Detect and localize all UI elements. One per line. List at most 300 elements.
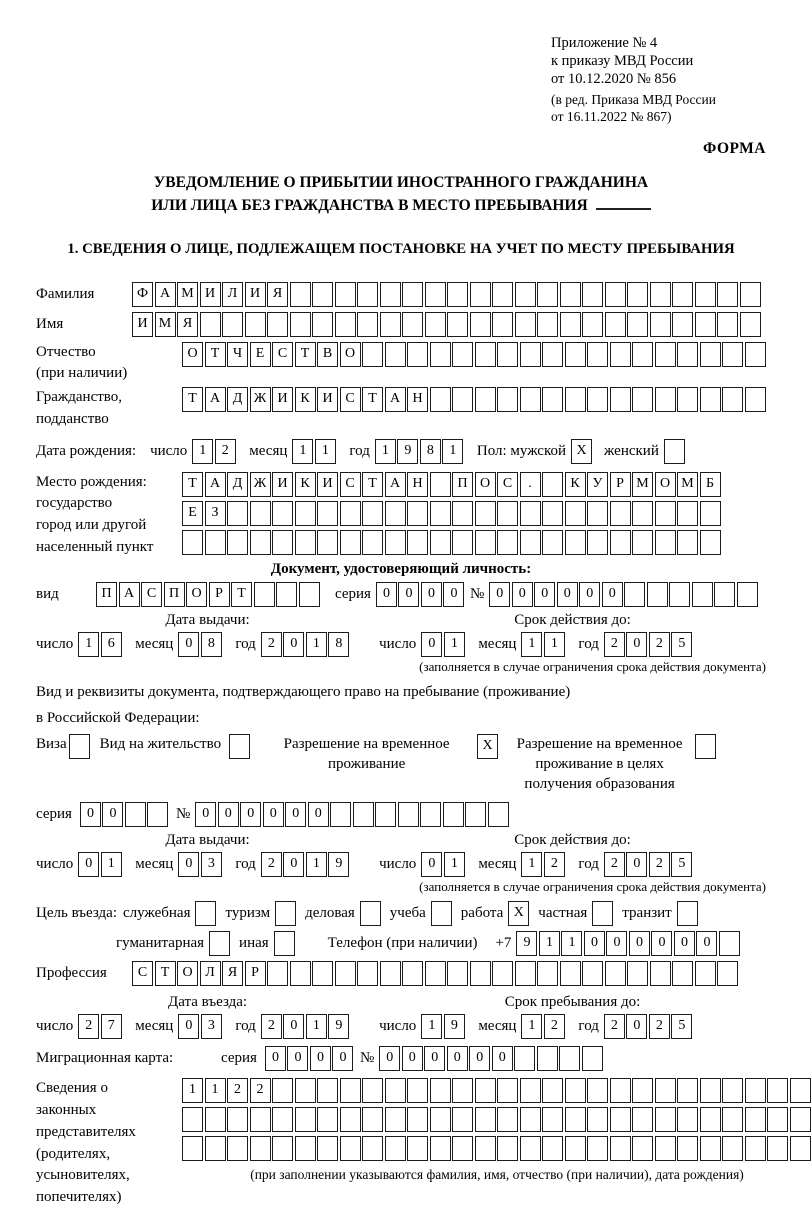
form-cell[interactable]: 0 bbox=[240, 802, 261, 827]
form-cell[interactable]: Т bbox=[182, 387, 203, 412]
form-cell[interactable]: 2 bbox=[261, 852, 282, 877]
form-cell[interactable] bbox=[452, 1107, 473, 1132]
form-cell[interactable] bbox=[537, 312, 558, 337]
form-cell[interactable] bbox=[627, 961, 648, 986]
form-cell[interactable] bbox=[719, 931, 740, 956]
form-cell[interactable] bbox=[420, 802, 441, 827]
form-cell[interactable]: 3 bbox=[201, 852, 222, 877]
form-cell[interactable] bbox=[385, 342, 406, 367]
form-cell[interactable] bbox=[632, 387, 653, 412]
form-cell[interactable]: 0 bbox=[443, 582, 464, 607]
form-cell[interactable]: 0 bbox=[602, 582, 623, 607]
form-cell[interactable]: Я bbox=[267, 282, 288, 307]
form-cell[interactable] bbox=[250, 1107, 271, 1132]
form-cell[interactable] bbox=[515, 312, 536, 337]
form-cell[interactable] bbox=[587, 501, 608, 526]
form-cell[interactable]: 0 bbox=[651, 931, 672, 956]
form-cell[interactable] bbox=[295, 1136, 316, 1161]
form-cell[interactable]: 0 bbox=[626, 852, 647, 877]
form-cell[interactable] bbox=[745, 1136, 766, 1161]
form-cell[interactable] bbox=[700, 530, 721, 555]
temp-residence-education-checkbox[interactable] bbox=[695, 734, 716, 759]
form-cell[interactable]: 1 bbox=[521, 1014, 542, 1039]
form-cell[interactable] bbox=[335, 961, 356, 986]
form-cell[interactable]: 0 bbox=[447, 1046, 468, 1071]
form-cell[interactable] bbox=[537, 1046, 558, 1071]
form-cell[interactable] bbox=[565, 501, 586, 526]
form-cell[interactable] bbox=[587, 342, 608, 367]
form-cell[interactable] bbox=[205, 1107, 226, 1132]
form-cell[interactable]: 0 bbox=[534, 582, 555, 607]
form-cell[interactable] bbox=[375, 802, 396, 827]
form-cell[interactable]: 0 bbox=[629, 931, 650, 956]
form-cell[interactable] bbox=[362, 501, 383, 526]
form-cell[interactable] bbox=[542, 1107, 563, 1132]
form-cell[interactable] bbox=[632, 530, 653, 555]
form-cell[interactable]: Т bbox=[155, 961, 176, 986]
form-cell[interactable]: Т bbox=[295, 342, 316, 367]
form-cell[interactable] bbox=[790, 1078, 811, 1103]
form-cell[interactable] bbox=[520, 1078, 541, 1103]
form-cell[interactable] bbox=[340, 501, 361, 526]
form-cell[interactable]: О bbox=[340, 342, 361, 367]
form-cell[interactable] bbox=[299, 582, 320, 607]
form-cell[interactable]: 0 bbox=[308, 802, 329, 827]
form-cell[interactable] bbox=[700, 387, 721, 412]
form-cell[interactable] bbox=[565, 1078, 586, 1103]
form-cell[interactable] bbox=[402, 312, 423, 337]
form-cell[interactable] bbox=[362, 1136, 383, 1161]
form-cell[interactable] bbox=[767, 1078, 788, 1103]
form-cell[interactable] bbox=[407, 1136, 428, 1161]
form-cell[interactable] bbox=[362, 1107, 383, 1132]
form-cell[interactable] bbox=[717, 282, 738, 307]
form-cell[interactable] bbox=[627, 282, 648, 307]
form-cell[interactable] bbox=[447, 282, 468, 307]
form-cell[interactable] bbox=[560, 312, 581, 337]
form-cell[interactable] bbox=[470, 312, 491, 337]
form-cell[interactable] bbox=[497, 342, 518, 367]
form-cell[interactable]: А bbox=[385, 387, 406, 412]
form-cell[interactable] bbox=[452, 1078, 473, 1103]
form-cell[interactable] bbox=[624, 582, 645, 607]
form-cell[interactable]: И bbox=[317, 387, 338, 412]
form-cell[interactable]: З bbox=[205, 501, 226, 526]
form-cell[interactable] bbox=[430, 530, 451, 555]
form-cell[interactable]: 1 bbox=[521, 632, 542, 657]
form-cell[interactable]: В bbox=[317, 342, 338, 367]
form-cell[interactable] bbox=[430, 387, 451, 412]
purpose-business-trip-checkbox[interactable] bbox=[195, 901, 216, 926]
form-cell[interactable]: 0 bbox=[263, 802, 284, 827]
form-cell[interactable] bbox=[385, 1107, 406, 1132]
form-cell[interactable] bbox=[425, 282, 446, 307]
form-cell[interactable]: 0 bbox=[195, 802, 216, 827]
form-cell[interactable] bbox=[267, 961, 288, 986]
form-cell[interactable]: С bbox=[340, 387, 361, 412]
form-cell[interactable] bbox=[267, 312, 288, 337]
form-cell[interactable]: 0 bbox=[421, 582, 442, 607]
form-cell[interactable]: 0 bbox=[421, 632, 442, 657]
form-cell[interactable] bbox=[582, 282, 603, 307]
form-cell[interactable] bbox=[317, 1136, 338, 1161]
form-cell[interactable]: 0 bbox=[285, 802, 306, 827]
form-cell[interactable] bbox=[425, 312, 446, 337]
form-cell[interactable] bbox=[520, 342, 541, 367]
sex-male-checkbox[interactable]: X bbox=[571, 439, 592, 464]
form-cell[interactable] bbox=[610, 501, 631, 526]
form-cell[interactable]: 5 bbox=[671, 852, 692, 877]
form-cell[interactable] bbox=[497, 501, 518, 526]
form-cell[interactable] bbox=[227, 530, 248, 555]
form-cell[interactable] bbox=[357, 961, 378, 986]
form-cell[interactable]: А bbox=[205, 387, 226, 412]
form-cell[interactable] bbox=[492, 961, 513, 986]
form-cell[interactable] bbox=[745, 1107, 766, 1132]
form-cell[interactable] bbox=[470, 961, 491, 986]
form-cell[interactable]: К bbox=[295, 472, 316, 497]
form-cell[interactable]: 0 bbox=[606, 931, 627, 956]
form-cell[interactable]: 2 bbox=[261, 632, 282, 657]
form-cell[interactable]: 0 bbox=[310, 1046, 331, 1071]
form-cell[interactable] bbox=[447, 312, 468, 337]
residence-permit-checkbox[interactable] bbox=[229, 734, 250, 759]
form-cell[interactable]: Д bbox=[227, 472, 248, 497]
form-cell[interactable]: О bbox=[182, 342, 203, 367]
form-cell[interactable] bbox=[295, 501, 316, 526]
form-cell[interactable]: 0 bbox=[218, 802, 239, 827]
form-cell[interactable]: 5 bbox=[671, 1014, 692, 1039]
form-cell[interactable]: 2 bbox=[604, 852, 625, 877]
form-cell[interactable]: 0 bbox=[178, 1014, 199, 1039]
form-cell[interactable] bbox=[362, 1078, 383, 1103]
form-cell[interactable] bbox=[655, 1136, 676, 1161]
form-cell[interactable] bbox=[295, 1107, 316, 1132]
form-cell[interactable]: И bbox=[272, 387, 293, 412]
form-cell[interactable]: 0 bbox=[376, 582, 397, 607]
form-cell[interactable]: О bbox=[177, 961, 198, 986]
form-cell[interactable] bbox=[605, 961, 626, 986]
form-cell[interactable]: 1 bbox=[306, 1014, 327, 1039]
form-cell[interactable]: С bbox=[141, 582, 162, 607]
form-cell[interactable] bbox=[335, 312, 356, 337]
form-cell[interactable]: 0 bbox=[283, 852, 304, 877]
form-cell[interactable] bbox=[587, 1107, 608, 1132]
form-cell[interactable] bbox=[340, 530, 361, 555]
form-cell[interactable] bbox=[717, 312, 738, 337]
form-cell[interactable] bbox=[245, 312, 266, 337]
form-cell[interactable]: 6 bbox=[101, 632, 122, 657]
form-cell[interactable] bbox=[677, 501, 698, 526]
form-cell[interactable]: 0 bbox=[584, 931, 605, 956]
form-cell[interactable] bbox=[695, 282, 716, 307]
form-cell[interactable]: 2 bbox=[649, 632, 670, 657]
form-cell[interactable] bbox=[182, 530, 203, 555]
form-cell[interactable]: 1 bbox=[182, 1078, 203, 1103]
form-cell[interactable] bbox=[655, 1078, 676, 1103]
form-cell[interactable]: Н bbox=[407, 387, 428, 412]
form-cell[interactable]: 1 bbox=[292, 439, 313, 464]
form-cell[interactable] bbox=[250, 501, 271, 526]
form-cell[interactable] bbox=[312, 312, 333, 337]
form-cell[interactable] bbox=[272, 501, 293, 526]
form-cell[interactable] bbox=[560, 961, 581, 986]
form-cell[interactable]: О bbox=[655, 472, 676, 497]
form-cell[interactable] bbox=[312, 961, 333, 986]
form-cell[interactable]: 2 bbox=[261, 1014, 282, 1039]
form-cell[interactable] bbox=[398, 802, 419, 827]
form-cell[interactable] bbox=[587, 530, 608, 555]
form-cell[interactable] bbox=[430, 1107, 451, 1132]
form-cell[interactable]: 2 bbox=[604, 1014, 625, 1039]
form-cell[interactable]: А bbox=[205, 472, 226, 497]
form-cell[interactable]: Р bbox=[209, 582, 230, 607]
form-cell[interactable] bbox=[582, 312, 603, 337]
form-cell[interactable]: 0 bbox=[626, 632, 647, 657]
form-cell[interactable] bbox=[272, 1078, 293, 1103]
form-cell[interactable] bbox=[647, 582, 668, 607]
form-cell[interactable] bbox=[745, 1078, 766, 1103]
form-cell[interactable] bbox=[182, 1136, 203, 1161]
form-cell[interactable]: И bbox=[272, 472, 293, 497]
purpose-study-checkbox[interactable] bbox=[431, 901, 452, 926]
form-cell[interactable]: 0 bbox=[557, 582, 578, 607]
form-cell[interactable] bbox=[362, 342, 383, 367]
form-cell[interactable] bbox=[295, 1078, 316, 1103]
form-cell[interactable] bbox=[205, 1136, 226, 1161]
form-cell[interactable]: Ж bbox=[250, 472, 271, 497]
visa-checkbox[interactable] bbox=[69, 734, 90, 759]
form-cell[interactable]: 8 bbox=[420, 439, 441, 464]
form-cell[interactable]: 0 bbox=[287, 1046, 308, 1071]
form-cell[interactable]: 9 bbox=[516, 931, 537, 956]
form-cell[interactable] bbox=[632, 1136, 653, 1161]
purpose-business-checkbox[interactable] bbox=[360, 901, 381, 926]
form-cell[interactable]: М bbox=[155, 312, 176, 337]
form-cell[interactable]: 1 bbox=[306, 632, 327, 657]
form-cell[interactable] bbox=[565, 1107, 586, 1132]
form-cell[interactable]: Л bbox=[200, 961, 221, 986]
form-cell[interactable] bbox=[497, 530, 518, 555]
form-cell[interactable] bbox=[200, 312, 221, 337]
form-cell[interactable]: А bbox=[119, 582, 140, 607]
form-cell[interactable] bbox=[669, 582, 690, 607]
form-cell[interactable] bbox=[340, 1136, 361, 1161]
temp-residence-checkbox[interactable]: X bbox=[477, 734, 498, 759]
form-cell[interactable] bbox=[330, 802, 351, 827]
form-cell[interactable] bbox=[537, 961, 558, 986]
form-cell[interactable]: . bbox=[520, 472, 541, 497]
form-cell[interactable] bbox=[655, 387, 676, 412]
form-cell[interactable]: Е bbox=[182, 501, 203, 526]
form-cell[interactable]: 0 bbox=[283, 1014, 304, 1039]
form-cell[interactable] bbox=[677, 1078, 698, 1103]
form-cell[interactable]: 0 bbox=[402, 1046, 423, 1071]
form-cell[interactable]: 0 bbox=[489, 582, 510, 607]
form-cell[interactable] bbox=[514, 1046, 535, 1071]
form-cell[interactable]: Л bbox=[222, 282, 243, 307]
form-cell[interactable] bbox=[700, 501, 721, 526]
form-cell[interactable]: 3 bbox=[201, 1014, 222, 1039]
form-cell[interactable] bbox=[677, 1107, 698, 1132]
form-cell[interactable] bbox=[362, 530, 383, 555]
form-cell[interactable]: 0 bbox=[696, 931, 717, 956]
form-cell[interactable]: 0 bbox=[78, 852, 99, 877]
form-cell[interactable]: О bbox=[475, 472, 496, 497]
form-cell[interactable] bbox=[402, 282, 423, 307]
form-cell[interactable]: С bbox=[272, 342, 293, 367]
form-cell[interactable] bbox=[655, 342, 676, 367]
form-cell[interactable] bbox=[452, 501, 473, 526]
form-cell[interactable]: 0 bbox=[674, 931, 695, 956]
form-cell[interactable]: 9 bbox=[328, 1014, 349, 1039]
form-cell[interactable]: 1 bbox=[442, 439, 463, 464]
form-cell[interactable] bbox=[587, 1078, 608, 1103]
form-cell[interactable] bbox=[357, 282, 378, 307]
form-cell[interactable] bbox=[542, 387, 563, 412]
form-cell[interactable]: 2 bbox=[250, 1078, 271, 1103]
form-cell[interactable] bbox=[587, 1136, 608, 1161]
form-cell[interactable]: 0 bbox=[178, 632, 199, 657]
form-cell[interactable] bbox=[475, 1107, 496, 1132]
form-cell[interactable]: П bbox=[96, 582, 117, 607]
form-cell[interactable] bbox=[385, 501, 406, 526]
form-cell[interactable] bbox=[610, 1078, 631, 1103]
form-cell[interactable] bbox=[312, 282, 333, 307]
form-cell[interactable] bbox=[402, 961, 423, 986]
purpose-tourism-checkbox[interactable] bbox=[275, 901, 296, 926]
purpose-other-checkbox[interactable] bbox=[274, 931, 295, 956]
form-cell[interactable] bbox=[582, 1046, 603, 1071]
form-cell[interactable] bbox=[430, 472, 451, 497]
form-cell[interactable] bbox=[452, 530, 473, 555]
form-cell[interactable] bbox=[632, 1078, 653, 1103]
form-cell[interactable]: Т bbox=[231, 582, 252, 607]
form-cell[interactable]: 0 bbox=[102, 802, 123, 827]
form-cell[interactable]: 2 bbox=[604, 632, 625, 657]
form-cell[interactable] bbox=[560, 282, 581, 307]
form-cell[interactable] bbox=[655, 530, 676, 555]
form-cell[interactable] bbox=[520, 530, 541, 555]
form-cell[interactable] bbox=[276, 582, 297, 607]
form-cell[interactable]: П bbox=[452, 472, 473, 497]
form-cell[interactable] bbox=[515, 282, 536, 307]
form-cell[interactable] bbox=[250, 530, 271, 555]
form-cell[interactable]: Т bbox=[182, 472, 203, 497]
form-cell[interactable]: И bbox=[132, 312, 153, 337]
form-cell[interactable] bbox=[605, 312, 626, 337]
form-cell[interactable] bbox=[722, 387, 743, 412]
form-cell[interactable]: Е bbox=[250, 342, 271, 367]
form-cell[interactable] bbox=[317, 1078, 338, 1103]
form-cell[interactable]: 1 bbox=[561, 931, 582, 956]
form-cell[interactable] bbox=[650, 312, 671, 337]
form-cell[interactable] bbox=[605, 282, 626, 307]
form-cell[interactable]: 9 bbox=[328, 852, 349, 877]
form-cell[interactable]: 0 bbox=[424, 1046, 445, 1071]
form-cell[interactable] bbox=[475, 342, 496, 367]
form-cell[interactable]: 0 bbox=[379, 1046, 400, 1071]
form-cell[interactable]: С bbox=[340, 472, 361, 497]
form-cell[interactable]: 2 bbox=[78, 1014, 99, 1039]
form-cell[interactable] bbox=[317, 530, 338, 555]
form-cell[interactable] bbox=[385, 1136, 406, 1161]
form-cell[interactable]: С bbox=[132, 961, 153, 986]
form-cell[interactable] bbox=[610, 1107, 631, 1132]
form-cell[interactable] bbox=[475, 1136, 496, 1161]
form-cell[interactable]: 2 bbox=[544, 852, 565, 877]
form-cell[interactable] bbox=[385, 1078, 406, 1103]
form-cell[interactable] bbox=[430, 1078, 451, 1103]
form-cell[interactable] bbox=[672, 961, 693, 986]
form-cell[interactable]: Т bbox=[362, 387, 383, 412]
form-cell[interactable]: И bbox=[245, 282, 266, 307]
form-cell[interactable] bbox=[407, 530, 428, 555]
form-cell[interactable] bbox=[740, 312, 761, 337]
form-cell[interactable] bbox=[559, 1046, 580, 1071]
form-cell[interactable] bbox=[407, 342, 428, 367]
form-cell[interactable]: Я bbox=[177, 312, 198, 337]
form-cell[interactable] bbox=[520, 501, 541, 526]
form-cell[interactable] bbox=[430, 501, 451, 526]
form-cell[interactable] bbox=[582, 961, 603, 986]
form-cell[interactable] bbox=[542, 501, 563, 526]
form-cell[interactable] bbox=[254, 582, 275, 607]
form-cell[interactable]: 0 bbox=[579, 582, 600, 607]
form-cell[interactable] bbox=[520, 387, 541, 412]
form-cell[interactable] bbox=[317, 1107, 338, 1132]
form-cell[interactable] bbox=[380, 961, 401, 986]
form-cell[interactable] bbox=[380, 312, 401, 337]
form-cell[interactable]: Р bbox=[610, 472, 631, 497]
form-cell[interactable]: 7 bbox=[101, 1014, 122, 1039]
form-cell[interactable] bbox=[317, 501, 338, 526]
form-cell[interactable]: 8 bbox=[328, 632, 349, 657]
form-cell[interactable]: 0 bbox=[469, 1046, 490, 1071]
form-cell[interactable]: 0 bbox=[626, 1014, 647, 1039]
form-cell[interactable] bbox=[290, 961, 311, 986]
form-cell[interactable] bbox=[610, 530, 631, 555]
form-cell[interactable] bbox=[335, 282, 356, 307]
form-cell[interactable] bbox=[340, 1078, 361, 1103]
form-cell[interactable]: 1 bbox=[315, 439, 336, 464]
form-cell[interactable] bbox=[672, 282, 693, 307]
form-cell[interactable] bbox=[632, 342, 653, 367]
form-cell[interactable]: 1 bbox=[444, 632, 465, 657]
form-cell[interactable] bbox=[147, 802, 168, 827]
form-cell[interactable] bbox=[497, 387, 518, 412]
form-cell[interactable] bbox=[677, 387, 698, 412]
form-cell[interactable]: М bbox=[632, 472, 653, 497]
form-cell[interactable] bbox=[407, 1107, 428, 1132]
form-cell[interactable] bbox=[542, 342, 563, 367]
form-cell[interactable]: Я bbox=[222, 961, 243, 986]
form-cell[interactable] bbox=[717, 961, 738, 986]
form-cell[interactable]: 0 bbox=[178, 852, 199, 877]
form-cell[interactable]: 1 bbox=[205, 1078, 226, 1103]
form-cell[interactable] bbox=[565, 342, 586, 367]
form-cell[interactable]: 0 bbox=[332, 1046, 353, 1071]
form-cell[interactable] bbox=[407, 501, 428, 526]
form-cell[interactable] bbox=[205, 530, 226, 555]
form-cell[interactable] bbox=[475, 530, 496, 555]
form-cell[interactable]: 2 bbox=[227, 1078, 248, 1103]
form-cell[interactable] bbox=[537, 282, 558, 307]
form-cell[interactable]: П bbox=[164, 582, 185, 607]
form-cell[interactable] bbox=[353, 802, 374, 827]
form-cell[interactable]: 0 bbox=[283, 632, 304, 657]
form-cell[interactable]: И bbox=[317, 472, 338, 497]
